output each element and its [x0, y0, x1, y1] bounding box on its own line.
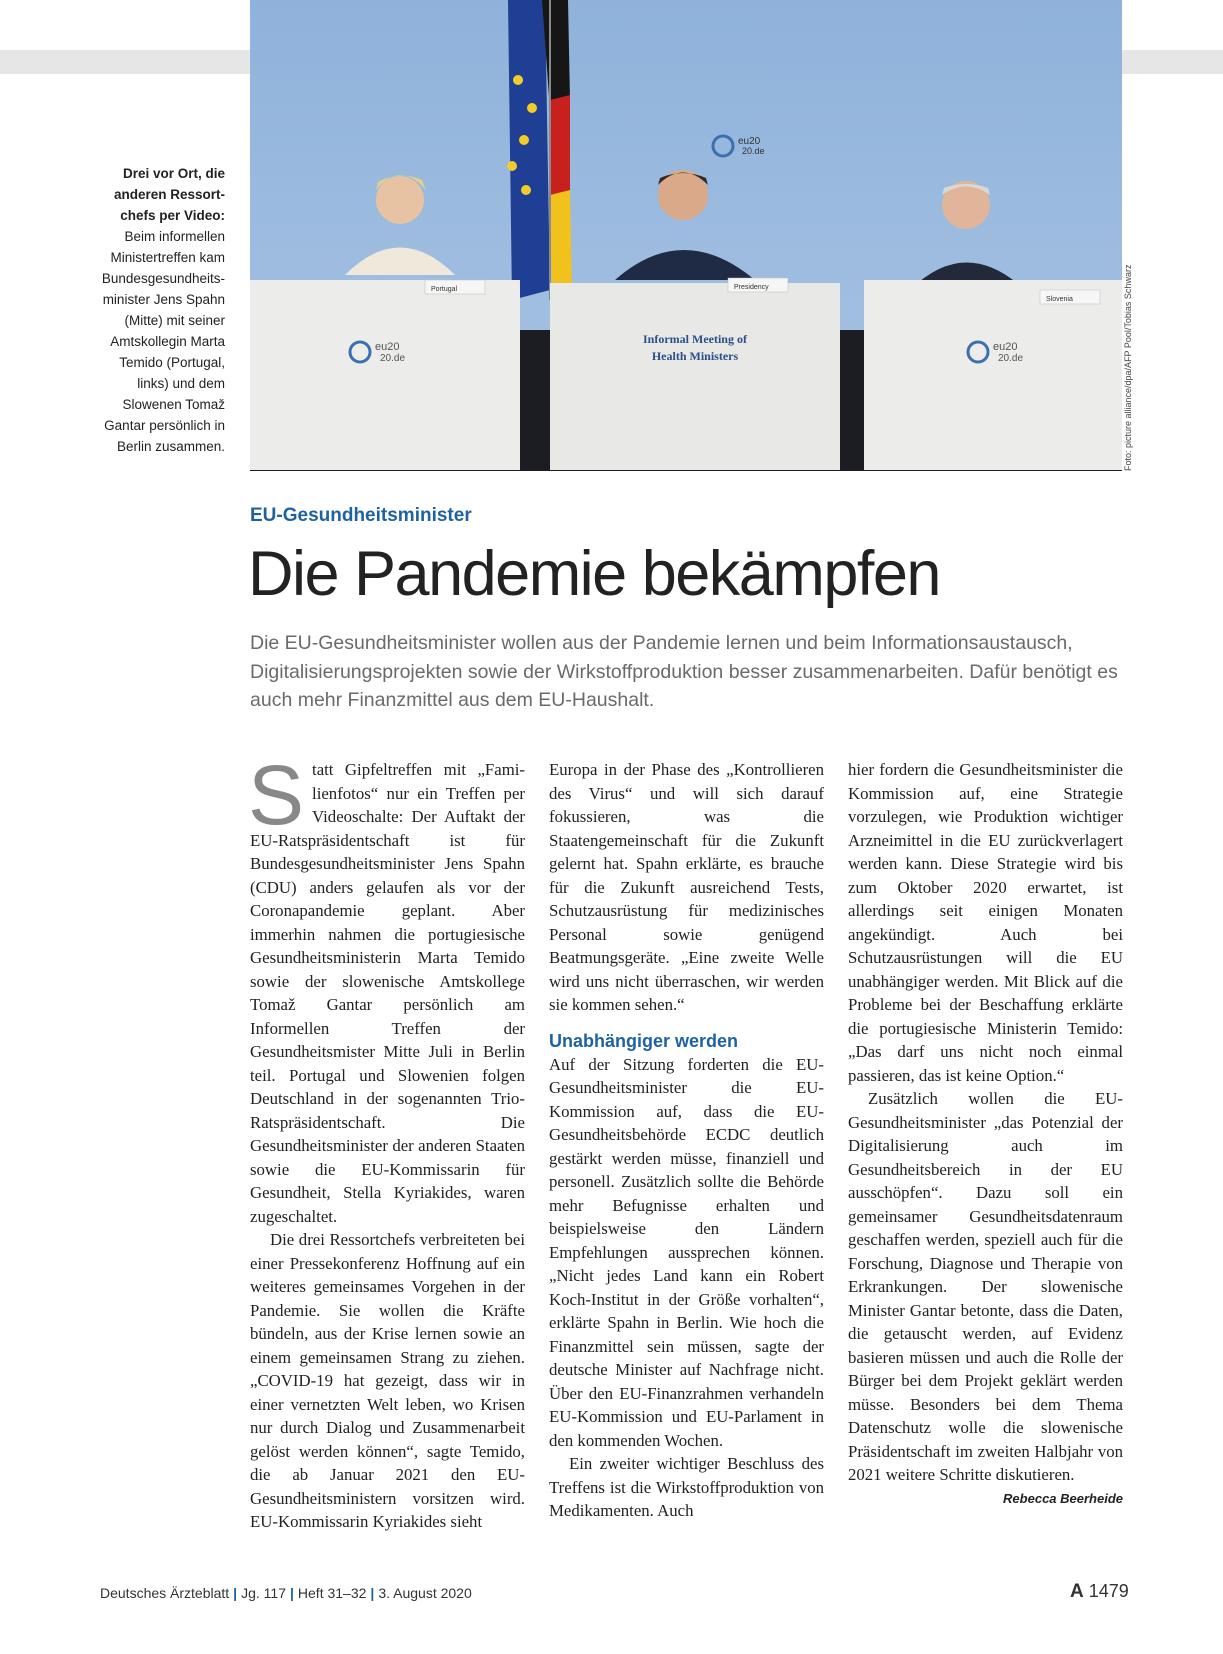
caption-text: Beim informellen Ministertreffen kam Bundesgesundheits-minister Jens Spahn (Mitte) mit seiner Amtskollegin Marta Temido (Portugal, links) und dem Slowenen Tomaž Gantar persönlich in Berlin zusammen.	[101, 229, 225, 454]
sign-center: Presidency	[734, 284, 769, 291]
paragraph: Europa in der Phase des „Kontrollieren des Virus“ und will sich darauf fokussieren, was die Staatengemeinschaft für die Zukunft gelernt hat. Spahn erklärte, es brauche für die Zukunft ausreichend Tests, Schutzausrüstung für medizinisches Personal sowie genügend Beatmungsgeräte. „Eine zweite Welle wird uns nicht überraschen, wir werden sie kommen sehen.“	[549, 760, 824, 1014]
wall-logo-line1: eu20	[738, 136, 761, 147]
paragraph	[248, 748, 525, 1228]
separator: |	[233, 1585, 238, 1601]
text-column-3	[848, 758, 1123, 1510]
separator: |	[370, 1585, 375, 1601]
paragraph-text: tatt Gipfeltreffen mit „Fami-lienfotos“ nur ein Treffen per Videoschalte: Der Auftakt der EU-Ratspräsidentschaft ist für Bundesgesundheitsminister Jens Spahn (CDU) anders gelaufen als vor der Coronapandemie geplant. Aber immerhin nahmen die portugiesische Gesundheitsministerin Marta Temido sowie der slowenische Amtskollege Tomaž Gantar persönlich am Informellen Treffen der Gesundheitsmister Mitte Juli in Berlin teil. Portugal und Slowenien folgen Deutschland in der sogenannten Trio-Ratspräsidentschaft. Die Gesundheitsminister der anderen Staaten sowie die EU-Kommissarin für Gesundheit, Stella Kyriakides, waren zugeschaltet.	[250, 760, 525, 1226]
subheading: Unabhängiger werden	[549, 1030, 739, 1051]
journal-name: Deutsches Ärzteblatt	[100, 1585, 230, 1601]
wall-logo-line2: 20.de	[742, 146, 765, 156]
author-name: Rebecca Beerheide	[1003, 1490, 1123, 1506]
desk-logo-left-2: 20.de	[380, 353, 406, 364]
text-column-2	[549, 758, 824, 1523]
issue: Heft 31–32	[297, 1585, 367, 1601]
paragraph-text: Zusätzlich wollen die EU-Gesundheitsminister „das Potenzial der Digitalisierung auch im Gesundheitsbereich in der EU ausschöpfen“. Dazu soll ein gemeinsamer Gesundheitsdatenraum geschaffen werden, speziell auch für die Forschung, Diagnose und Therapie von Erkrankungen. Der slowenische Minister Gantar betonte, dass die Daten, die getauscht werden, auf Evidenz basieren müssen und auch die Rolle der Bürger bei dem Projekt geklärt werden müsse. Besonders bei dem Thema Datenschutz wolle die slowenische Präsidentschaft im zweiten Halbjahr von 2021 weitere Schritte diskutieren.	[848, 1089, 1123, 1484]
sign-right: Slovenia	[1046, 296, 1073, 303]
page-prefix: A	[1070, 1581, 1084, 1602]
page-number	[1070, 1581, 1129, 1603]
desk-logo-right-1: eu20	[993, 341, 1018, 353]
desk-logo-left-1: eu20	[375, 341, 400, 353]
article-kicker: EU-Gesundheitsminister	[250, 505, 472, 526]
paragraph: Auf der Sitzung forderten die EU-Gesundheitsminister die EU-Kommission auf, dass die EU-Gesundheitsbehörde ECDC deutlich gestärkt werden müsse, finanziell und personell. Zusätzlich sollte die Behörde mehr Befugnisse erhalten und beispielsweise den Ländern Empfehlungen aussprechen können. „Nicht jedes Land kann ein Robert Koch-Institut in der Größe vorhalten“, erklärte Spahn in Berlin. Wie hoch die Finanzmittel sein müssen, sagte der deutsche Minister auf Nachfrage nicht. Über den EU-Finanzrahmen verhandeln EU-Kommission und EU-Parlament in den kommenden Wochen.	[549, 1054, 824, 1450]
article-photo	[250, 0, 1122, 471]
banner-line-2: Health Ministers	[651, 349, 739, 363]
sign-left: Portugal	[431, 286, 458, 293]
text-column-1	[248, 748, 525, 1534]
desk-logo-right-2: 20.de	[998, 353, 1024, 364]
caption-bold: Drei vor Ort, die anderen Ressort-chefs per Video:	[113, 166, 225, 223]
article-lead: Die EU-Gesundheitsminister wollen aus der Pandemie lernen und beim Informationsaustausch, Digitalisierungsprojekten sowie der Wirkstoffproduktion besser zusammenarbeiten. Dafür benötigt es auch mehr Finanzmittel aus dem EU-Haushalt.	[250, 632, 1118, 711]
paragraph: Ein zweiter wichtiger Beschluss des Treffens ist die Wirkstoffproduktion von Medikamenten. Auch	[549, 1454, 824, 1520]
photo-credit: Foto: picture alliance/dpa/AFP Pool/Tobias Schwarz	[1123, 264, 1133, 471]
paragraph: hier fordern die Gesundheitsminister die Kommission auf, eine Strategie vorzulegen, wie Produktion wichtiger Arzneimittel in die EU zurückverlagert werden kann. Diese Strategie wird bis zum Oktober 2020 erwartet, ist allerdings seit einigen Monaten angekündigt. Auch bei Schutzausrüstungen will die EU unabhängiger werden. Mit Blick auf die Probleme bei der Beschaffung erklärte die portugiesische Ministerin Temido: „Das darf uns nicht noch einmal passieren, das ist keine Option.“	[848, 760, 1123, 1085]
footer-citation	[100, 1585, 472, 1601]
paragraph	[848, 1087, 1123, 1506]
banner-line-1: Informal Meeting of	[643, 332, 747, 346]
photo-caption	[90, 163, 225, 457]
issue-date: 3. August 2020	[378, 1585, 472, 1601]
volume: Jg. 117	[241, 1585, 286, 1601]
drop-cap: S	[248, 748, 305, 842]
separator: |	[289, 1585, 294, 1601]
article-title: Die Pandemie bekämpfen	[248, 539, 940, 609]
paragraph: Die drei Ressortchefs verbreiteten bei einer Pressekonferenz Hoffnung auf ein weiteres gemeinsames Vorgehen in der Pandemie. Sie wollen die Kräfte bündeln, aus der Krise lernen sowie an einem gemeinsamen Strang zu ziehen. „COVID-19 hat gezeigt, dass wir in einer vernetzten Welt leben, wo Krisen nur durch Dialog und Zusammenarbeit gelöst werden können“, sagte Temido, die ab Januar 2021 den EU-Gesundheitsministern vorsitzen wird. EU-Kommissarin Kyriakides sieht	[250, 1230, 525, 1531]
page-number-value: 1479	[1088, 1581, 1129, 1601]
